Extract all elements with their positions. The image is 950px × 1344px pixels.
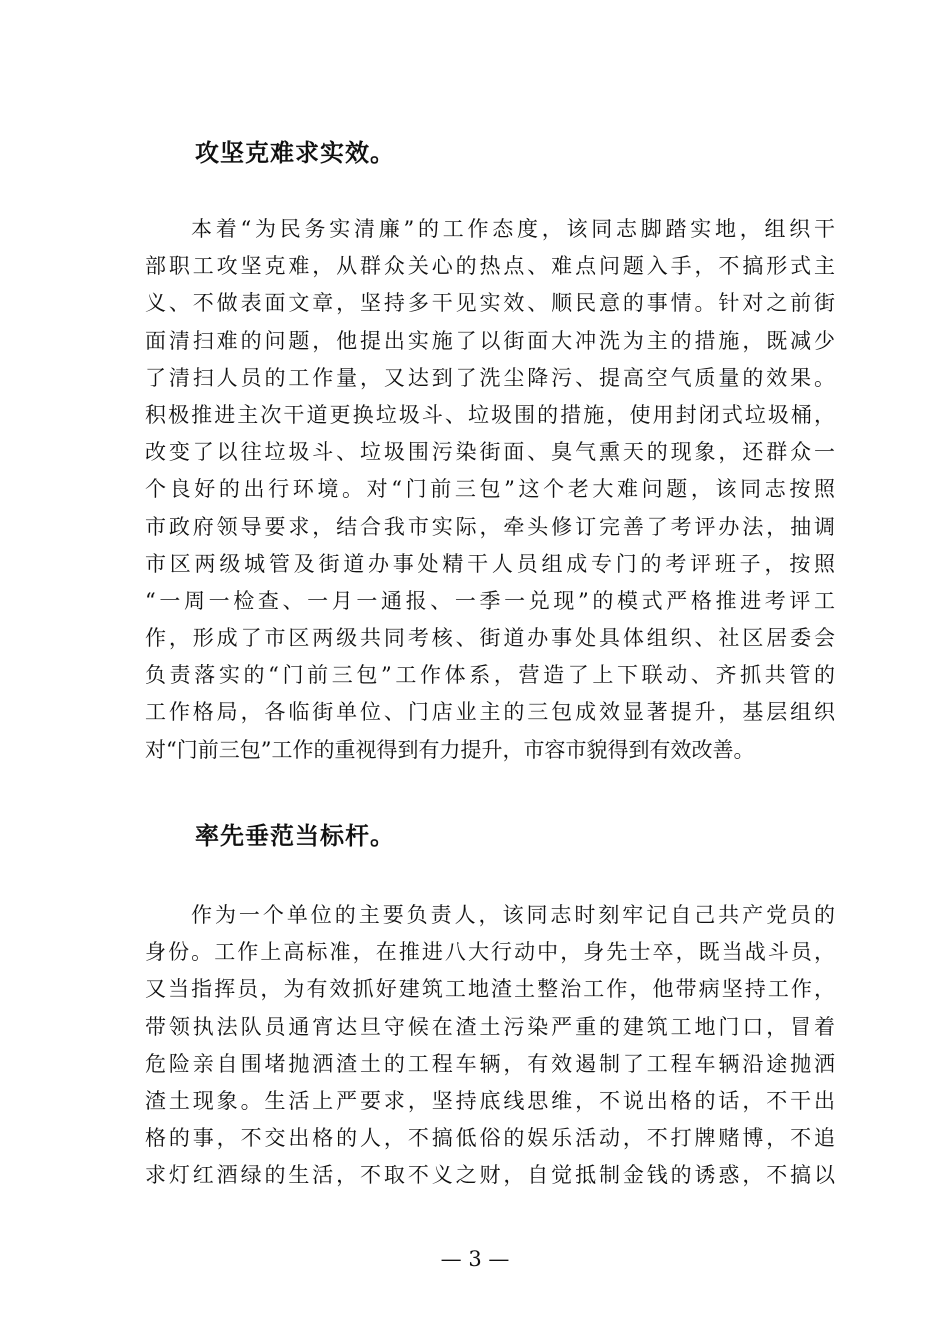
paragraph-line: 工作格局，各临街单位、门店业主的三包成效显著提升，基层组织 xyxy=(145,700,835,725)
section-paragraph-1 xyxy=(145,211,835,769)
paragraph-line: 市区两级城管及街道办事处精干人员组成专门的考评班子，按照 xyxy=(145,551,835,576)
paragraph-line: 负责落实的“门前三包”工作体系，营造了上下联动、齐抓共管的 xyxy=(145,663,835,688)
section-heading-2: 率先垂范当标杆。 xyxy=(195,822,395,850)
section-paragraph-2 xyxy=(145,897,835,1195)
paragraph-line: 积极推进主次干道更换垃圾斗、垃圾围的措施，使用封闭式垃圾桶， xyxy=(145,402,835,427)
paragraph-line: 部职工攻坚克难，从群众关心的热点、难点问题入手，不搞形式主 xyxy=(145,254,835,279)
paragraph-line: 作，形成了市区两级共同考核、街道办事处具体组织、社区居委会 xyxy=(145,626,835,651)
paragraph-line: 个良好的出行环境。对“门前三包”这个老大难问题，该同志按照 xyxy=(145,477,835,502)
paragraph-line: 面清扫难的问题，他提出实施了以街面大冲洗为主的措施，既减少 xyxy=(145,328,835,353)
paragraph-line: 带领执法队员通宵达旦守候在渣土污染严重的建筑工地门口，冒着 xyxy=(145,1014,835,1039)
paragraph-line: 渣土现象。生活上严要求，坚持底线思维，不说出格的话，不干出 xyxy=(145,1088,835,1113)
paragraph-line: 求灯红酒绿的生活，不取不义之财，自觉抵制金钱的诱惑，不搞以 xyxy=(145,1163,835,1188)
paragraph-line: 又当指挥员，为有效抓好建筑工地渣土整治工作，他带病坚持工作， xyxy=(145,977,835,1002)
paragraph-line: 本着“为民务实清廉”的工作态度，该同志脚踏实地，组织干 xyxy=(191,217,835,241)
paragraph-line: “一周一检查、一月一通报、一季一兑现”的模式严格推进考评工 xyxy=(145,588,835,613)
paragraph-line: 了清扫人员的工作量，又达到了洗尘降污、提高空气质量的效果。 xyxy=(145,365,835,390)
paragraph-line: 改变了以往垃圾斗、垃圾围污染街面、臭气熏天的现象，还群众一 xyxy=(145,440,835,465)
paragraph-line: 市政府领导要求，结合我市实际，牵头修订完善了考评办法，抽调 xyxy=(145,514,835,539)
paragraph-line: 危险亲自围堵抛洒渣土的工程车辆，有效遏制了工程车辆沿途抛洒 xyxy=(145,1051,835,1076)
page-number: — 3 — xyxy=(440,1247,510,1271)
paragraph-line: 格的事，不交出格的人，不搞低俗的娱乐活动，不打牌赌博，不追 xyxy=(145,1126,835,1151)
paragraph-line: 对“门前三包”工作的重视得到有力提升，市容市貌得到有效改善。 xyxy=(145,737,755,762)
paragraph-line: 身份。工作上高标准，在推进八大行动中，身先士卒，既当战斗员， xyxy=(145,940,835,965)
paragraph-line: 作为一个单位的主要负责人，该同志时刻牢记自己共产党员的 xyxy=(191,903,835,927)
section-heading-1: 攻坚克难求实效。 xyxy=(195,139,395,167)
paragraph-line: 义、不做表面文章，坚持多干见实效、顺民意的事情。针对之前街 xyxy=(145,291,835,316)
